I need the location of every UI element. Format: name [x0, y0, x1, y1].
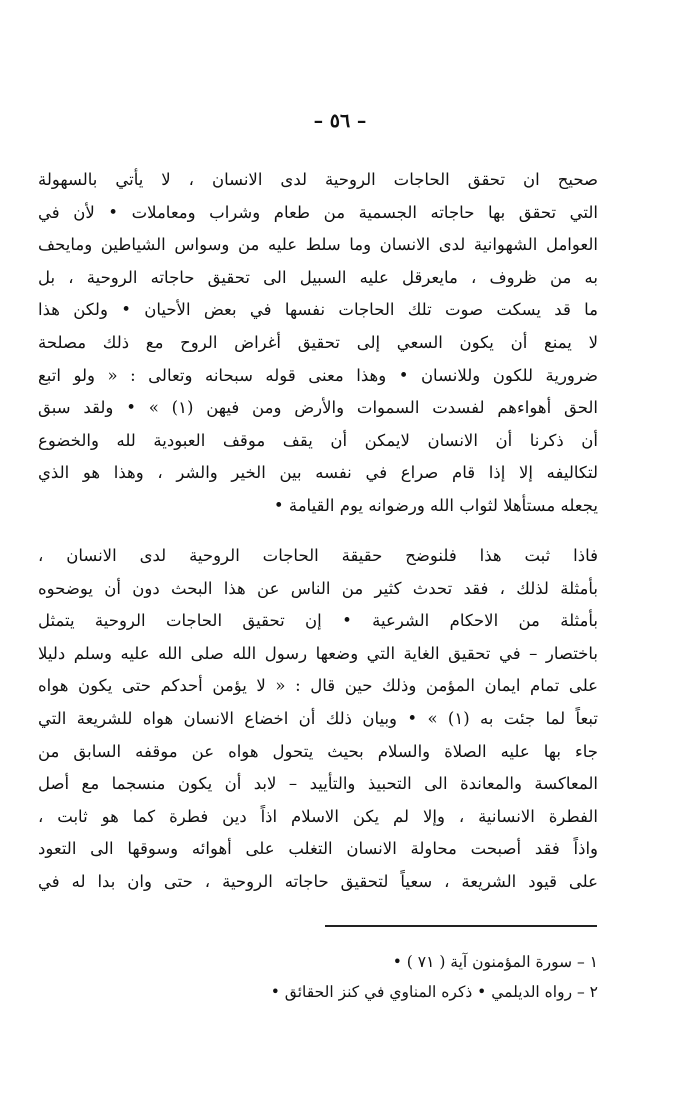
text-line: تبعاً لما جئت به (١) » • وبيان ذلك أن اخضاع الانسان هواه للشريعة التي: [38, 708, 598, 728]
text-line: لا يمنع أن يكون السعي إلى تحقيق أغراض الروح مع ذلك مصلحة: [38, 332, 598, 352]
paragraph-2: [38, 540, 598, 899]
text-line: على قيود الشريعة ، سعياً لتحقيق حاجاته الروحية ، حتى وان بدا له في: [38, 871, 598, 891]
footnote-divider: [325, 925, 597, 927]
paragraph-1: [38, 164, 598, 523]
text-line: يجعله مستأهلا لثواب الله ورضوانه يوم القيامة •: [273, 495, 598, 515]
text-line: أن ذكرنا أن الانسان لايمكن أن يقف موقف العبودية لله والخضوع: [38, 430, 598, 450]
text-line: به من ظروف ، مايعرقل عليه السبيل الى تحقيق حاجاته الروحية ، بل: [38, 267, 598, 287]
text-line: الفطرة الانسانية ، وإلا لم يكن الاسلام اذاً دين فطرة كما هو ثابت ،: [38, 806, 598, 826]
text-line: باختصار – في تحقيق الغاية التي وضعها رسول الله صلى الله عليه وسلم دليلا: [38, 643, 598, 663]
text-line: بأمثلة لذلك ، فقد تحدث كثير من الناس عن هذا البحث دون أن يوضحوه: [38, 578, 598, 598]
text-line: بأمثلة من الاحكام الشرعية • إن تحقيق الحاجات الروحية يتمثل: [38, 611, 598, 631]
text-line: لتكاليفه إلا إذا قام صراع في نفسه بين الخير والشر ، وهذا هو الذي: [38, 463, 598, 483]
footnotes: [200, 947, 598, 1007]
page-number: – ٥٦ –: [313, 110, 367, 132]
text-line: الحق أهواءهم لفسدت السموات والأرض ومن فيهن (١) » • ولقد سبق: [38, 398, 598, 418]
text-line: المعاكسة والمعاندة الى التحبيذ والتأييد – لابد أن يكون منسجما مع أصل: [38, 774, 598, 794]
text-line: واذاً فقد أصبحت محاولة الانسان التغلب على أهوائه وسوقها الى التعود: [38, 839, 598, 859]
text-line: صحيح ان تحقق الحاجات الروحية لدى الانسان ، لا يأتي بالسهولة: [38, 170, 598, 189]
footnote-1: ١ – سورة المؤمنون آية ( ٧١ ) •: [392, 953, 598, 971]
text-line: ضرورية للكون وللانسان • وهذا معنى قوله سبحانه وتعالى : « ولو اتبع: [38, 365, 598, 385]
footnote-2: ٢ – رواه الديلمي • ذكره المناوي في كنز الحقائق •: [270, 983, 598, 1001]
text-line: العوامل الشهوانية لدى الانسان وما سلط عليه من وسواس الشياطين ومايحف: [38, 235, 598, 255]
text-line: ما قد يسكت صوت تلك الحاجات نفسها في بعض الأحيان • ولكن هذا: [38, 300, 598, 320]
text-line: التي تحقق بها حاجاته الجسمية من طعام وشراب ومعاملات • لأن في: [38, 202, 598, 222]
text-line: على تمام ايمان المؤمن وذلك حين قال : « لا يؤمن أحدكم حتى يكون هواه: [38, 676, 598, 696]
text-line: جاء بها عليه الصلاة والسلام بحيث يتحول هواه عن موقفه السابق من: [38, 741, 598, 761]
text-line: فاذا ثبت هذا فلنوضح حقيقة الحاجات الروحية لدى الانسان ،: [38, 546, 598, 565]
